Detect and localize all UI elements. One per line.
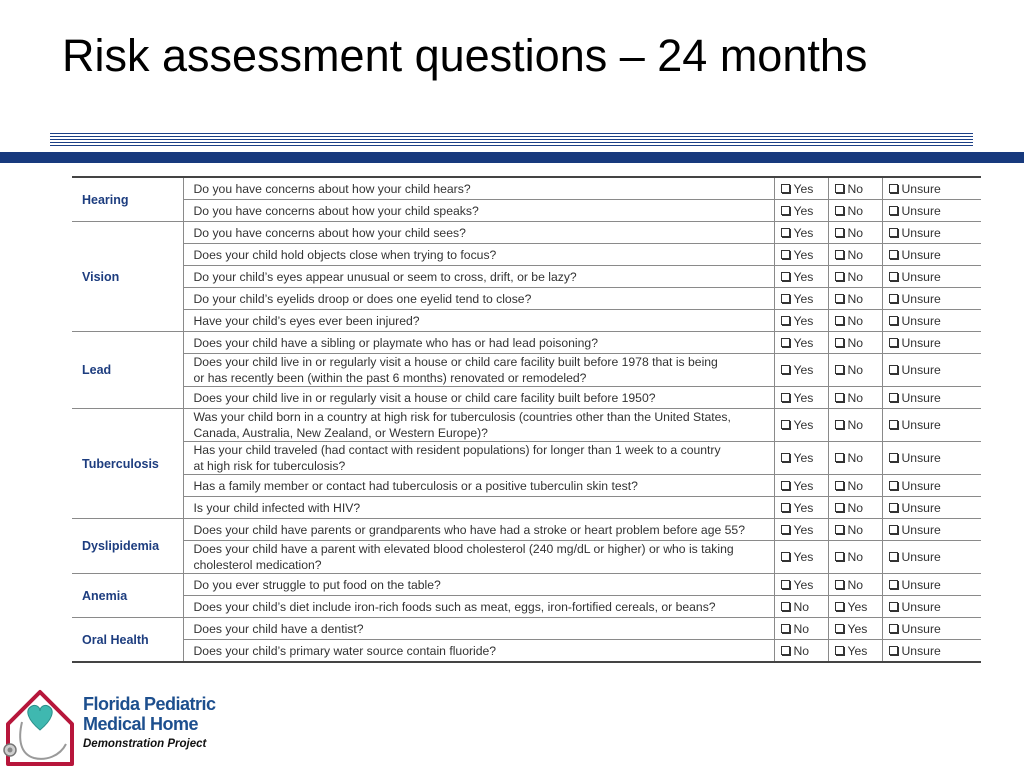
checkbox-icon[interactable] [835,481,844,490]
question-text: Does your child’s primary water source contain fluoride? [193,643,497,658]
option-unsure-checkbox[interactable] [882,332,981,354]
question-text: Does your child have parents or grandparents who have had a stroke or heart problem before age 55? [193,522,745,537]
heart-icon [28,705,52,730]
option-unsure-checkbox[interactable] [882,640,981,663]
table-row [72,541,981,574]
option-label: No [847,363,864,377]
option-unsure-checkbox[interactable] [882,442,981,475]
checkbox-icon[interactable] [835,602,844,611]
option-yes-checkbox[interactable] [774,519,828,541]
table-row [72,310,981,332]
risk-assessment-table [72,176,981,663]
option-label: Unsure [901,313,941,328]
option-yes-checkbox[interactable] [774,288,828,310]
option-no-checkbox[interactable] [828,541,882,574]
option-unsure-checkbox[interactable] [882,475,981,497]
option-label: Yes [793,203,814,218]
option-label: No [793,643,810,658]
logo-line-1: Florida Pediatric [83,694,216,714]
option-no-checkbox[interactable] [828,442,882,475]
question-text: Does your child have a sibling or playmate who has or had lead poisoning? [193,335,598,350]
option-label: No [847,478,864,493]
checkbox-icon[interactable] [889,184,898,193]
checkbox-icon[interactable] [781,206,790,215]
option-yes-checkbox[interactable] [774,244,828,266]
option-no-checkbox[interactable] [828,200,882,222]
question-cell [183,442,774,475]
checkbox-icon[interactable] [889,365,898,374]
checkbox-icon[interactable] [835,525,844,534]
question-cell [183,497,774,519]
option-label: No [847,550,864,564]
checkbox-icon[interactable] [835,184,844,193]
question-text: Does your child’s diet include iron-rich foods such as meat, eggs, iron-fortified cereals, or beans? [193,599,716,614]
question-text: Canada, Australia, New Zealand, or Western Europe)? [193,426,488,440]
risk-table-body [72,177,981,662]
option-label: No [847,418,864,432]
option-label: Yes [793,269,814,284]
checkbox-icon[interactable] [781,250,790,259]
checkbox-icon[interactable] [835,420,844,429]
question-text: Do you have concerns about how your child hears? [193,181,471,196]
option-unsure-checkbox[interactable] [882,222,981,244]
option-no-checkbox[interactable] [828,475,882,497]
checkbox-icon[interactable] [889,228,898,237]
option-label: Unsure [901,247,941,262]
table-row [72,475,981,497]
checkbox-icon[interactable] [835,453,844,462]
option-label: Yes [847,643,868,658]
option-label: Yes [793,363,814,377]
option-label: No [847,203,864,218]
option-yes-checkbox[interactable] [828,640,882,663]
option-unsure-checkbox[interactable] [882,519,981,541]
table-row [72,640,981,663]
checkbox-icon[interactable] [781,316,790,325]
table-row [72,387,981,409]
question-cell [183,541,774,574]
question-text: Does your child have a dentist? [193,621,364,636]
option-yes-checkbox[interactable] [774,354,828,387]
option-label: Unsure [901,225,941,240]
table-row [72,332,981,354]
question-cell [183,387,774,409]
option-label: Yes [793,313,814,328]
option-yes-checkbox[interactable] [828,596,882,618]
checkbox-icon[interactable] [889,503,898,512]
checkbox-icon[interactable] [835,228,844,237]
option-no-checkbox[interactable] [828,519,882,541]
table-row [72,266,981,288]
option-label: Unsure [901,577,941,592]
checkbox-icon[interactable] [835,294,844,303]
option-label: Yes [793,291,814,306]
option-unsure-checkbox[interactable] [882,409,981,442]
option-label: Yes [793,478,814,493]
option-no-checkbox[interactable] [828,266,882,288]
option-label: Unsure [901,500,941,515]
option-yes-checkbox[interactable] [774,310,828,332]
question-cell [183,266,774,288]
option-label: Yes [793,522,814,537]
checkbox-icon[interactable] [889,206,898,215]
category-label: Anemia [72,574,183,618]
checkbox-icon[interactable] [835,580,844,589]
option-label: Unsure [901,269,941,284]
table-row [72,244,981,266]
checkbox-icon[interactable] [781,580,790,589]
option-yes-checkbox[interactable] [774,442,828,475]
question-text: Does your child live in or regularly visit a house or child care facility built before 1950? [193,390,656,405]
checkbox-icon[interactable] [889,453,898,462]
checkbox-icon[interactable] [889,316,898,325]
question-cell [183,618,774,640]
checkbox-icon[interactable] [781,272,790,281]
checkbox-icon[interactable] [835,552,844,561]
option-no-checkbox[interactable] [828,497,882,519]
option-label: No [847,181,864,196]
checkbox-icon[interactable] [889,338,898,347]
table-row [72,409,981,442]
checkbox-icon[interactable] [889,525,898,534]
question-text: Do you have concerns about how your child sees? [193,225,466,240]
option-yes-checkbox[interactable] [774,200,828,222]
table-row [72,177,981,200]
option-label: Unsure [901,203,941,218]
table-row [72,596,981,618]
checkbox-icon[interactable] [781,184,790,193]
checkbox-icon[interactable] [889,624,898,633]
question-cell [183,574,774,596]
option-yes-checkbox[interactable] [774,266,828,288]
checkbox-icon[interactable] [781,393,790,402]
option-label: Unsure [901,335,941,350]
option-label: No [847,313,864,328]
category-label: Oral Health [72,618,183,663]
option-label: Yes [793,418,814,432]
category-label: Vision [72,222,183,332]
checkbox-icon[interactable] [835,503,844,512]
option-yes-checkbox[interactable] [774,574,828,596]
question-cell [183,310,774,332]
checkbox-icon[interactable] [781,420,790,429]
option-label: No [793,599,810,614]
question-text: cholesterol medication? [193,558,322,572]
option-label: No [847,500,864,515]
checkbox-icon[interactable] [889,250,898,259]
table-row [72,288,981,310]
option-unsure-checkbox[interactable] [882,177,981,200]
option-no-checkbox[interactable] [828,222,882,244]
question-cell [183,244,774,266]
decorative-rule-lines [50,133,973,147]
option-label: Yes [793,500,814,515]
option-label: Yes [793,390,814,405]
checkbox-icon[interactable] [889,602,898,611]
option-yes-checkbox[interactable] [774,409,828,442]
option-no-checkbox[interactable] [828,177,882,200]
option-label: Yes [793,225,814,240]
option-no-checkbox[interactable] [828,310,882,332]
option-unsure-checkbox[interactable] [882,618,981,640]
question-text: Does your child live in or regularly visit a house or child care facility built before 1978 that is being [193,355,718,369]
option-no-checkbox[interactable] [828,332,882,354]
checkbox-icon[interactable] [835,646,844,655]
option-label: Unsure [901,418,941,432]
checkbox-icon[interactable] [835,624,844,633]
option-unsure-checkbox[interactable] [882,310,981,332]
question-cell [183,288,774,310]
option-label: No [847,390,864,405]
question-text: at high risk for tuberculosis? [193,459,346,473]
option-label: Unsure [901,181,941,196]
option-no-checkbox[interactable] [774,618,828,640]
option-label: No [847,291,864,306]
question-text: or has recently been (within the past 6 months) renovated or remodeled? [193,371,587,385]
option-yes-checkbox[interactable] [774,497,828,519]
option-label: No [847,335,864,350]
option-unsure-checkbox[interactable] [882,244,981,266]
checkbox-icon[interactable] [781,481,790,490]
checkbox-icon[interactable] [889,294,898,303]
checkbox-icon[interactable] [781,228,790,237]
option-no-checkbox[interactable] [774,596,828,618]
option-no-checkbox[interactable] [828,387,882,409]
option-unsure-checkbox[interactable] [882,288,981,310]
table-row [72,574,981,596]
option-label: Unsure [901,550,941,564]
option-label: Yes [793,550,814,564]
option-yes-checkbox[interactable] [774,475,828,497]
option-unsure-checkbox[interactable] [882,574,981,596]
checkbox-icon[interactable] [835,272,844,281]
checkbox-icon[interactable] [781,602,790,611]
question-cell [183,354,774,387]
checkbox-icon[interactable] [835,250,844,259]
option-no-checkbox[interactable] [828,244,882,266]
option-label: Unsure [901,478,941,493]
table-row [72,618,981,640]
option-label: Unsure [901,599,941,614]
option-label: Unsure [901,363,941,377]
option-unsure-checkbox[interactable] [882,541,981,574]
question-text: Do your child’s eyelids droop or does one eyelid tend to close? [193,291,532,306]
category-label: Lead [72,332,183,409]
question-cell [183,640,774,663]
option-no-checkbox[interactable] [828,574,882,596]
question-cell [183,596,774,618]
checkbox-icon[interactable] [781,365,790,374]
stethoscope-icon [4,722,66,759]
table-row [72,519,981,541]
option-label: No [793,621,810,636]
option-label: No [847,247,864,262]
checkbox-icon[interactable] [835,316,844,325]
option-no-checkbox[interactable] [774,640,828,663]
option-label: Yes [793,335,814,350]
checkbox-icon[interactable] [781,338,790,347]
option-label: Unsure [901,291,941,306]
option-label: Yes [793,247,814,262]
checkbox-icon[interactable] [889,552,898,561]
option-yes-checkbox[interactable] [774,222,828,244]
option-no-checkbox[interactable] [828,354,882,387]
category-label: Tuberculosis [72,409,183,519]
option-label: Yes [793,577,814,592]
category-label: Dyslipidemia [72,519,183,574]
question-text: Was your child born in a country at high risk for tuberculosis (countries other than the United States, [193,410,731,424]
question-cell [183,475,774,497]
decorative-rule-bar [0,152,1024,163]
table-row [72,497,981,519]
category-label: Hearing [72,177,183,222]
option-unsure-checkbox[interactable] [882,387,981,409]
checkbox-icon[interactable] [835,206,844,215]
option-no-checkbox[interactable] [828,288,882,310]
option-yes-checkbox[interactable] [774,541,828,574]
checkbox-icon[interactable] [889,580,898,589]
question-cell [183,409,774,442]
question-text: Does your child have a parent with elevated blood cholesterol (240 mg/dL or higher) or who is taking [193,542,734,556]
option-label: No [847,225,864,240]
question-text: Does your child hold objects close when trying to focus? [193,247,497,262]
logo-line-2: Medical Home [83,714,199,734]
question-text: Is your child infected with HIV? [193,500,361,515]
checkbox-icon[interactable] [781,646,790,655]
question-text: Has your child traveled (had contact with resident populations) for longer than 1 week to a country [193,443,721,457]
checkbox-icon[interactable] [835,365,844,374]
option-no-checkbox[interactable] [828,409,882,442]
question-cell [183,519,774,541]
option-label: Yes [847,599,868,614]
checkbox-icon[interactable] [835,338,844,347]
checkbox-icon[interactable] [781,294,790,303]
option-unsure-checkbox[interactable] [882,497,981,519]
question-cell [183,332,774,354]
option-label: Yes [793,451,814,465]
option-label: Unsure [901,621,941,636]
question-cell [183,200,774,222]
checkbox-icon[interactable] [781,552,790,561]
question-text: Has a family member or contact had tuberculosis or a positive tuberculin skin test? [193,478,638,493]
slide-title: Risk assessment questions – 24 months [62,30,868,81]
checkbox-icon[interactable] [781,624,790,633]
option-label: No [847,269,864,284]
option-unsure-checkbox[interactable] [882,596,981,618]
option-unsure-checkbox[interactable] [882,354,981,387]
checkbox-icon[interactable] [889,420,898,429]
checkbox-icon[interactable] [889,646,898,655]
table-row [72,200,981,222]
checkbox-icon[interactable] [835,393,844,402]
checkbox-icon[interactable] [889,481,898,490]
option-yes-checkbox[interactable] [774,332,828,354]
option-label: Unsure [901,643,941,658]
option-label: Yes [793,181,814,196]
question-text: Do you ever struggle to put food on the table? [193,577,441,592]
option-label: Unsure [901,390,941,405]
checkbox-icon[interactable] [781,453,790,462]
table-row [72,222,981,244]
option-yes-checkbox[interactable] [774,387,828,409]
option-label: Yes [847,621,868,636]
checkbox-icon[interactable] [889,393,898,402]
table-row [72,354,981,387]
question-text: Do your child’s eyes appear unusual or seem to cross, drift, or be lazy? [193,269,577,284]
checkbox-icon[interactable] [889,272,898,281]
table-row [72,442,981,475]
option-yes-checkbox[interactable] [828,618,882,640]
question-text: Have your child’s eyes ever been injured? [193,313,420,328]
option-yes-checkbox[interactable] [774,177,828,200]
question-text: Do you have concerns about how your child speaks? [193,203,479,218]
option-unsure-checkbox[interactable] [882,200,981,222]
option-label: No [847,522,864,537]
question-cell [183,177,774,200]
option-label: Unsure [901,451,941,465]
logo-line-3: Demonstration Project [83,738,207,750]
checkbox-icon[interactable] [781,525,790,534]
option-label: No [847,451,864,465]
checkbox-icon[interactable] [781,503,790,512]
question-cell [183,222,774,244]
option-unsure-checkbox[interactable] [882,266,981,288]
option-label: Unsure [901,522,941,537]
option-label: No [847,577,864,592]
